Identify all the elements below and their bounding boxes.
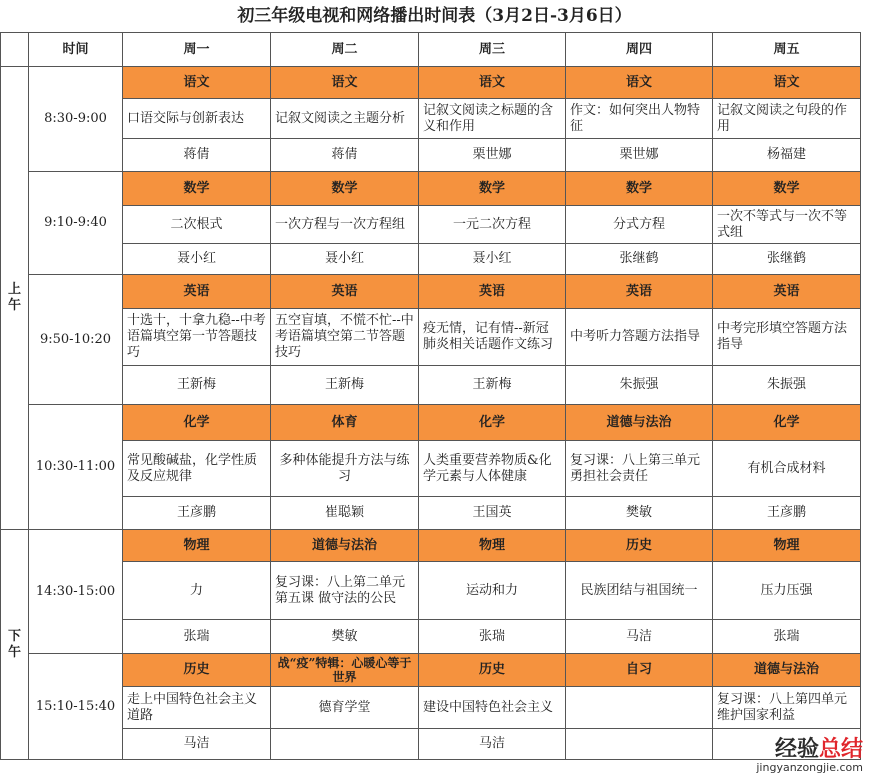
subject-cell: 物理 [123,530,271,562]
time-slot: 14:30-15:00 [29,530,123,654]
teacher-cell: 聂小红 [271,244,419,275]
slot-teacher-row [1,139,861,172]
teacher-cell: 张瑞 [713,620,861,654]
topic-cell: 多种体能提升方法与练习 [271,441,419,497]
subject-cell: 语文 [566,67,713,99]
slot-topic-row [1,206,861,244]
header-day-fri: 周五 [713,33,861,67]
subject-cell: 英语 [123,275,271,309]
slot-subject-row [1,654,861,687]
topic-cell: 德育学堂 [271,687,419,729]
subject-cell: 语文 [419,67,566,99]
topic-cell: 一次不等式与一次不等式组 [713,206,861,244]
teacher-cell: 樊敏 [566,497,713,530]
slot-topic-row [1,687,861,729]
teacher-cell: 张继鹤 [566,244,713,275]
teacher-cell: 张瑞 [419,620,566,654]
topic-cell: 口语交际与创新表达 [123,99,271,139]
topic-cell: 记叙文阅读之句段的作用 [713,99,861,139]
time-slot: 9:50-10:20 [29,275,123,405]
header-time: 时间 [29,33,123,67]
teacher-cell: 杨福建 [713,139,861,172]
slot-teacher-row [1,244,861,275]
subject-cell: 历史 [419,654,566,687]
header-day-tue: 周二 [271,33,419,67]
subject-cell: 历史 [566,530,713,562]
topic-cell: 走上中国特色社会主义道路 [123,687,271,729]
time-slot: 15:10-15:40 [29,654,123,760]
slot-topic-row [1,441,861,497]
topic-cell: 二次根式 [123,206,271,244]
subject-cell: 化学 [713,405,861,441]
topic-cell: 运动和力 [419,562,566,620]
teacher-cell: 马洁 [419,729,566,760]
subject-cell: 历史 [123,654,271,687]
subject-cell: 语文 [271,67,419,99]
teacher-cell: 张继鹤 [713,244,861,275]
subject-cell: 数学 [271,172,419,206]
topic-cell: 作文：如何突出人物特征 [566,99,713,139]
teacher-cell: 王新梅 [123,366,271,405]
subject-cell: 数学 [713,172,861,206]
time-slot: 10:30-11:00 [29,405,123,530]
subject-cell: 自习 [566,654,713,687]
subject-cell: 英语 [271,275,419,309]
teacher-cell: 蒋倩 [123,139,271,172]
half-afternoon [1,530,29,760]
subject-cell: 数学 [566,172,713,206]
teacher-cell: 朱振强 [566,366,713,405]
topic-cell: 疫无情，记有情--新冠肺炎相关话题作文练习 [419,309,566,366]
teacher-cell: 张瑞 [123,620,271,654]
teacher-cell: 王彦鹏 [123,497,271,530]
topic-cell: 一元二次方程 [419,206,566,244]
header-day-thu: 周四 [566,33,713,67]
watermark-url: jingyanzongjie.com [756,761,863,774]
subject-cell: 物理 [419,530,566,562]
header-day-mon: 周一 [123,33,271,67]
topic-cell: 复习课：八上第二单元第五课 做守法的公民 [271,562,419,620]
teacher-cell: 王国英 [419,497,566,530]
topic-cell: 记叙文阅读之主题分析 [271,99,419,139]
subject-cell: 道德与法治 [713,654,861,687]
topic-cell: 五空盲填，不慌不忙--中考语篇填空第二节答题技巧 [271,309,419,366]
header-day-wed: 周三 [419,33,566,67]
watermark-text-b: 总结 [818,737,863,762]
topic-cell: 复习课：八上第四单元 维护国家利益 [713,687,861,729]
time-slot: 8:30-9:00 [29,67,123,172]
schedule-table [0,32,861,760]
slot-subject-row [1,172,861,206]
subject-cell: 语文 [713,67,861,99]
teacher-cell: 王彦鹏 [713,497,861,530]
half-afternoon-char-2: 午 [7,644,21,660]
slot-topic-row [1,99,861,139]
half-morning-char-1: 上 [7,282,21,297]
slot-teacher-row [1,620,861,654]
subject-cell: 化学 [419,405,566,441]
subject-cell: 英语 [419,275,566,309]
topic-cell: 常见酸碱盐，化学性质及反应规律 [123,441,271,497]
topic-cell: 复习课：八上第三单元 勇担社会责任 [566,441,713,497]
slot-subject-row [1,405,861,441]
subject-cell: 道德与法治 [271,530,419,562]
subject-cell: 战“疫”特辑：心暖心等于世界 [271,654,419,687]
half-afternoon-char-1: 下 [7,628,21,644]
teacher-cell [713,729,861,760]
topic-cell: 建设中国特色社会主义 [419,687,566,729]
topic-cell: 十选十，十拿九稳--中考语篇填空第一节答题技巧 [123,309,271,366]
topic-cell: 中考完形填空答题方法指导 [713,309,861,366]
slot-teacher-row [1,497,861,530]
topic-cell: 人类重要营养物质&化学元素与人体健康 [419,441,566,497]
teacher-cell: 栗世娜 [419,139,566,172]
teacher-cell: 蒋倩 [271,139,419,172]
topic-cell [566,687,713,729]
slot-subject-row [1,275,861,309]
page-title: 初三年级电视和网络播出时间表（3月2日-3月6日） [237,6,632,26]
time-slot: 9:10-9:40 [29,172,123,275]
subject-cell: 英语 [566,275,713,309]
corner-cell [1,33,29,67]
subject-cell: 语文 [123,67,271,99]
slot-topic-row [1,562,861,620]
half-morning-char-2: 午 [7,298,21,313]
slot-subject-row [1,530,861,562]
subject-cell: 化学 [123,405,271,441]
subject-cell: 数学 [419,172,566,206]
slot-subject-row [1,67,861,99]
topic-cell: 分式方程 [566,206,713,244]
teacher-cell [566,729,713,760]
teacher-cell: 马洁 [566,620,713,654]
teacher-cell: 聂小红 [419,244,566,275]
topic-cell: 压力压强 [713,562,861,620]
subject-cell: 英语 [713,275,861,309]
teacher-cell [271,729,419,760]
header-row [1,33,861,67]
topic-cell: 民族团结与祖国统一 [566,562,713,620]
subject-cell: 道德与法治 [566,405,713,441]
topic-cell: 力 [123,562,271,620]
topic-cell: 记叙文阅读之标题的含义和作用 [419,99,566,139]
topic-cell: 有机合成材料 [713,441,861,497]
teacher-cell: 樊敏 [271,620,419,654]
half-morning [1,67,29,530]
teacher-cell: 王新梅 [271,366,419,405]
slot-teacher-row [1,366,861,405]
watermark-text-a: 经验 [774,737,819,762]
subject-cell: 物理 [713,530,861,562]
teacher-cell: 马洁 [123,729,271,760]
teacher-cell: 栗世娜 [566,139,713,172]
teacher-cell: 王新梅 [419,366,566,405]
teacher-cell: 崔聪颖 [271,497,419,530]
subject-cell: 数学 [123,172,271,206]
subject-cell: 体育 [271,405,419,441]
teacher-cell: 朱振强 [713,366,861,405]
slot-teacher-row [1,729,861,760]
topic-cell: 一次方程与一次方程组 [271,206,419,244]
slot-topic-row [1,309,861,366]
teacher-cell: 聂小红 [123,244,271,275]
topic-cell: 中考听力答题方法指导 [566,309,713,366]
